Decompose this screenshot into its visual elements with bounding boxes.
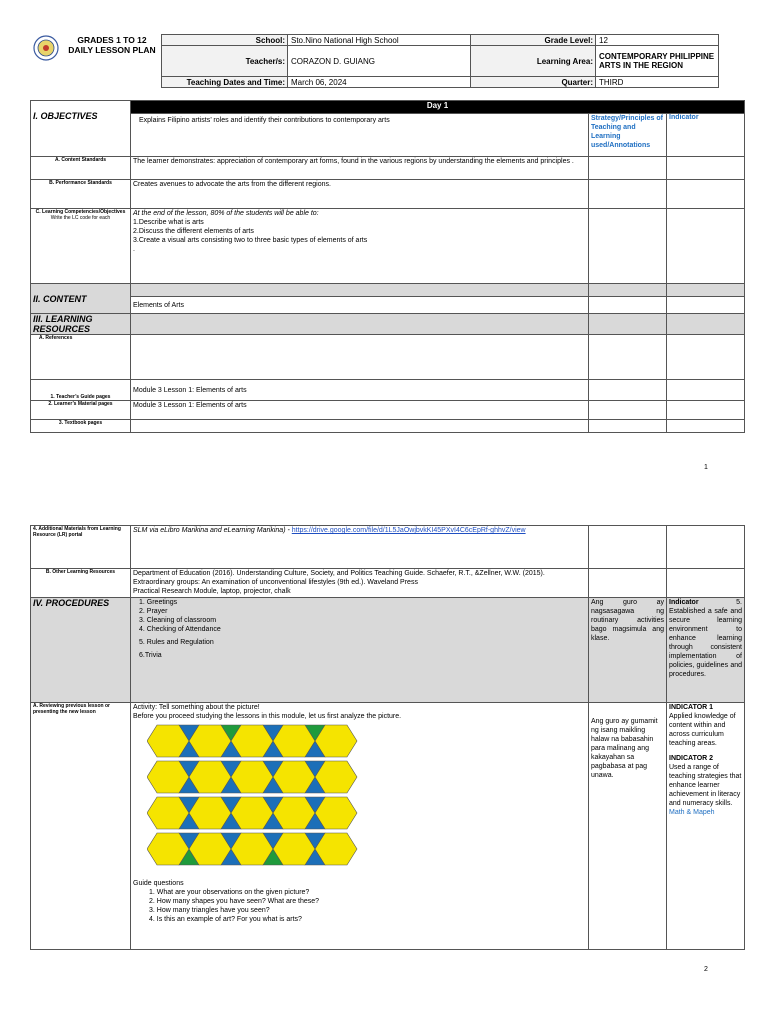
indicator-2-subject: Math & Mapeh	[669, 809, 715, 816]
indicator-2-text: Used a range of teaching strategies that enhance learner achievement in literacy and numeracy skills.	[669, 764, 742, 807]
guide-questions-head: Guide questions	[133, 880, 184, 887]
lesson-table-page1	[30, 100, 745, 433]
lm-label: 2. Learner’s Material pages	[31, 401, 131, 420]
guide-question: 1. What are your observations on the given picture?	[149, 889, 310, 896]
additional-materials-label: 4. Additional Materials from Learning Resource (LR) portal	[31, 526, 131, 569]
quarter-value: THIRD	[596, 77, 719, 88]
procedures-heading: IV. PROCEDURES	[31, 598, 131, 703]
lr-portal-link[interactable]: https://drive.google.com/file/d/1L5JaOwjbvkKI45PXvI4C6cEpRf-ghhvZ/view	[291, 527, 526, 534]
reviewing-label: A. Reviewing previous lesson or presenting the new lesson	[31, 703, 131, 950]
teacher-label: Teacher/s:	[162, 46, 288, 77]
tessellation-picture	[147, 723, 359, 873]
competencies-cell	[131, 209, 589, 284]
procedure-item: 4. Checking of Attendance	[139, 626, 221, 633]
competencies-sub: Write the LC code for each	[50, 215, 111, 221]
school-label: School:	[162, 35, 288, 46]
guide-question: 3. How many triangles have you seen?	[149, 907, 270, 914]
procedures-strategy: Ang guro ay nagsasagawa ng routinary activities bago magsimula ang klase.	[589, 598, 667, 703]
grade-label: Grade Level:	[471, 35, 596, 46]
other-resource-line: Department of Education (2016). Understanding Culture, Society, and Politics Teaching Guide. Schaefer, R.T., &Zellner, W.W. (2015).	[133, 570, 545, 577]
indicator-2-head: INDICATOR 2	[669, 755, 714, 762]
activity-line: Activity: Tell something about the picture!	[133, 704, 260, 711]
competencies-intro: At the end of the lesson, 80% of the students will be able to:	[133, 210, 319, 217]
indicator-1-head: INDICATOR 1	[669, 704, 714, 711]
resources-heading: III. LEARNING RESOURCES	[31, 314, 131, 335]
procedures-list	[131, 598, 589, 703]
lesson-table-page2	[30, 525, 745, 950]
objectives-heading: I. OBJECTIVES	[31, 101, 131, 157]
reviewing-indicators	[667, 703, 745, 950]
content-text: Elements of Arts	[131, 297, 589, 314]
before-line: Before you proceed studying the lessons in this module, let us first analyze the picture.	[133, 713, 402, 720]
other-resources-cell	[131, 569, 589, 598]
additional-materials-text: SLM via eLibro Marikina and eLearning Marikina) -	[133, 527, 292, 534]
references-label: A. References	[31, 335, 131, 380]
tg-label: 1. Teacher’s Guide pages	[31, 380, 131, 401]
page-number-1: 1	[704, 464, 708, 471]
dates-value: March 06, 2024	[288, 77, 471, 88]
competency-item: 1.Describe what is arts	[133, 219, 204, 226]
competency-item: 2.Discuss the different elements of arts	[133, 228, 254, 235]
area-label: Learning Area:	[471, 46, 596, 77]
area-value: CONTEMPORARY PHILIPPINE ARTS IN THE REGION	[596, 46, 719, 77]
indicator-5-text: Established a safe and secure learning environment to enhance learning through consistent implementation of policies, guidelines and procedures.	[669, 608, 742, 678]
procedure-item: 5. Rules and Regulation	[139, 639, 214, 646]
procedure-item: 3. Cleaning of classroom	[139, 617, 217, 624]
day-heading: Day 1	[131, 101, 745, 114]
performance-text: Creates avenues to advocate the arts from the different regions.	[131, 180, 589, 209]
indicator-1-text: Applied knowledge of content within and across curriculum teaching areas.	[669, 713, 736, 747]
guide-question: 4. Is this an example of art? For you what is arts?	[149, 916, 302, 923]
competencies-label-cell	[31, 209, 131, 284]
procedures-indicator	[667, 598, 745, 703]
competencies-label: C. Learning Competencies/Objectives	[35, 209, 126, 215]
header-table	[161, 34, 719, 88]
dates-label: Teaching Dates and Time:	[162, 77, 288, 88]
content-standards-text: The learner demonstrates: appreciation of contemporary art forms, found in the various regions by understanding the elements and principles .	[131, 157, 589, 180]
lm-text: Module 3 Lesson 1: Elements of arts	[131, 401, 589, 420]
reviewing-strategy: Ang guro ay gumamit ng isang maikling halaw na babasahin para malinang ang kakayahan sa pagbabasa at pag unawa.	[589, 703, 667, 950]
competency-item: .	[133, 246, 135, 253]
performance-label: B. Performance Standards	[31, 180, 131, 209]
deped-seal	[33, 35, 59, 61]
other-resource-line: Practical Research Module, laptop, projector, chalk	[133, 588, 291, 595]
objective-text: Explains Filipino artists’ roles and identify their contributions to contemporary arts	[131, 114, 589, 157]
indicator-heading: Indicator	[667, 114, 745, 157]
additional-materials-cell	[131, 526, 589, 569]
quarter-label: Quarter:	[471, 77, 596, 88]
content-heading: II. CONTENT	[31, 284, 131, 314]
teacher-value: CORAZON D. GUIANG	[288, 46, 471, 77]
indicator-5-head: Indicator	[669, 599, 699, 606]
other-resource-line: Extraordinary groups: An examination of unconventional lifestyles (9th ed.). Waveland Press	[133, 579, 418, 586]
guide-question: 2. How many shapes you have seen? What are these?	[149, 898, 320, 905]
reviewing-cell	[131, 703, 589, 950]
procedure-item: 1. Greetings	[139, 599, 178, 606]
content-standards-label: A. Content Standards	[31, 157, 131, 180]
page-number-2: 2	[704, 966, 708, 973]
textbook-label: 3. Textbook pages	[31, 420, 131, 433]
strategy-heading: Strategy/Principles of Teaching and Learning used/Annotations	[589, 114, 667, 157]
procedure-item: 6.Trivia	[139, 652, 162, 659]
grade-value: 12	[596, 35, 719, 46]
procedure-item: 2. Prayer	[139, 608, 168, 615]
competency-item: 3.Create a visual arts consisting two to three basic types of elements of arts	[133, 237, 368, 244]
indicator-5-number: 5.	[698, 599, 742, 606]
tg-text: Module 3 Lesson 1: Elements of arts	[131, 380, 589, 401]
school-value: Sto.Nino National High School	[288, 35, 471, 46]
plan-title: GRADES 1 TO 12 DAILY LESSON PLAN	[68, 35, 156, 55]
other-resources-label: B. Other Learning Resources	[31, 569, 131, 598]
